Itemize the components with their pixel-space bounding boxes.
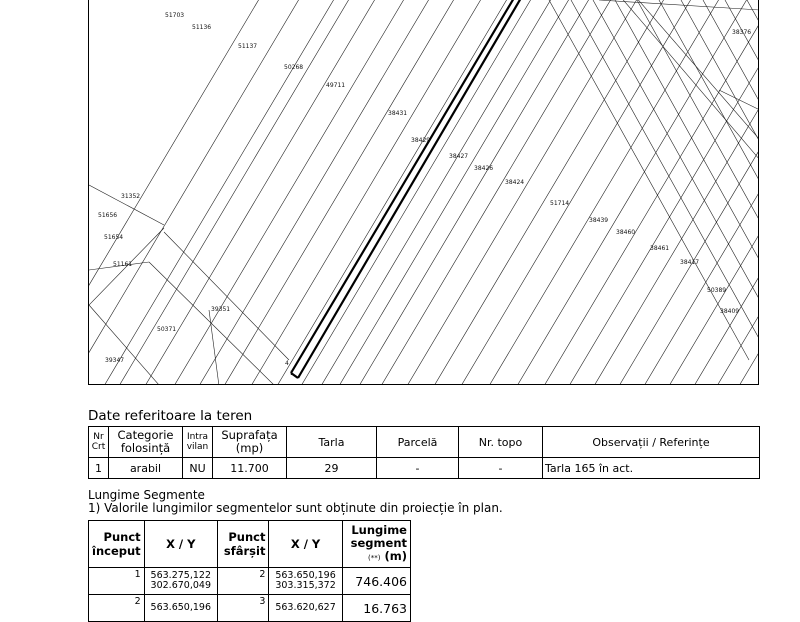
parcel-number-label: 38461: [650, 245, 670, 252]
parcel-line: [119, 0, 565, 385]
header-suprafata: Suprafața (mp): [213, 427, 287, 458]
parcel-line: [725, 0, 759, 360]
header-punct-sfarsit: Punct sfârșit: [217, 521, 269, 568]
parcel-line: [659, 0, 759, 360]
header-xy-end: X / Y: [269, 521, 342, 568]
parcel-line: [634, 0, 759, 140]
table-row: [89, 568, 411, 595]
parcel-line: [599, 0, 759, 10]
header-categorie: Categorie folosință: [109, 427, 183, 458]
header-xy-start: X / Y: [144, 521, 217, 568]
parcel-line: [321, 0, 759, 385]
map-drawing: [89, 0, 759, 385]
parcel-line: [517, 0, 759, 385]
parcel-line: [209, 310, 219, 385]
header-lungime: Lungime segment (**) (m): [342, 521, 410, 568]
land-table-header: [89, 427, 760, 458]
cell-start-point: 1: [89, 568, 145, 595]
segments-table-header: [89, 521, 411, 568]
parcel-line: [571, 0, 759, 360]
cell-end-xy: 563.650,196 303.315,372: [269, 568, 342, 595]
parcel-line: [549, 0, 752, 360]
cell-end-point: 3: [217, 595, 269, 622]
cell-intravilan: NU: [183, 458, 213, 479]
parcel-boundary-east: [298, 0, 521, 378]
parcel-number-label: 51161: [113, 261, 133, 268]
parcel-number-label: 38376: [732, 29, 752, 36]
cell-end-point: 2: [217, 568, 269, 595]
boundary-point-label: 4: [285, 360, 289, 367]
header-tarla: Tarla: [287, 427, 377, 458]
parcel-line: [461, 0, 759, 385]
cell-parcela: -: [377, 458, 459, 479]
parcel-number-label: 38439: [589, 217, 609, 224]
parcel-line: [644, 0, 759, 385]
header-observatii: Observații / Referințe: [543, 427, 760, 458]
parcel-number-label: 39347: [105, 357, 125, 364]
cell-length: 16.763: [342, 595, 410, 622]
parcel-number-label: 50371: [157, 326, 177, 333]
parcel-number-label: 38460: [616, 229, 636, 236]
segments-note: 1) Valorile lungimilor segmentelor sunt obținute din proiecție în plan.: [88, 501, 503, 515]
cell-suprafata: 11.700: [213, 458, 287, 479]
parcel-line: [703, 0, 759, 360]
table-row: [89, 595, 411, 622]
parcel-number-label: 51137: [238, 43, 258, 50]
parcel-line: [89, 305, 159, 385]
parcel-number-label: 50389: [707, 287, 727, 294]
parcel-line: [615, 0, 759, 360]
parcel-boundary-west: [291, 0, 514, 373]
parcel-number-label: 51714: [550, 200, 570, 207]
cell-start-xy: 563.650,196: [144, 595, 217, 622]
parcel-line: [619, 0, 759, 385]
parcel-line: [434, 0, 759, 385]
cell-categorie: arabil: [109, 458, 183, 479]
cell-start-point: 2: [89, 595, 145, 622]
cell-observatii: Tarla 165 în act.: [543, 458, 760, 479]
parcel-line: [89, 0, 475, 385]
land-data-title: Date referitoare la teren: [88, 408, 253, 424]
parcel-line: [174, 0, 620, 385]
cell-tarla: 29: [287, 458, 377, 479]
cell-end-xy: 563.620,627: [269, 595, 342, 622]
cell-nr: 1: [89, 458, 109, 479]
parcel-number-label: 39351: [211, 306, 231, 313]
cell-nr-topo: -: [459, 458, 543, 479]
parcel-number-label: 38427: [449, 153, 469, 160]
header-punct-inceput: Punct început: [89, 521, 145, 568]
segments-title: Lungime Segmente: [88, 488, 205, 502]
parcel-line: [199, 0, 645, 385]
parcel-line: [747, 0, 759, 360]
parcel-number-label: 51654: [104, 234, 124, 241]
parcel-number-label: 31352: [121, 193, 141, 200]
parcel-number-label: 38429: [411, 137, 431, 144]
segments-table: [88, 520, 411, 622]
header-intravilan: Intra vilan: [183, 427, 213, 458]
header-nr-crt: Nr Crt: [89, 427, 109, 458]
parcel-line: [381, 0, 759, 385]
parcel-number-label: 51703: [165, 12, 185, 19]
cadastral-map: [88, 0, 759, 385]
parcel-number-label: 51656: [98, 212, 118, 219]
parcel-number-label: 50268: [284, 64, 304, 71]
land-data-table: [88, 426, 760, 479]
parcel-line: [593, 0, 759, 360]
parcel-number-label: 38417: [680, 259, 700, 266]
parcel-number-label: 49711: [326, 82, 346, 89]
header-parcela: Parcelă: [377, 427, 459, 458]
parcel-number-label: 38426: [474, 165, 494, 172]
boundary-point-label: 1: [290, 370, 294, 377]
cell-start-xy: 563.275,122 302.670,049: [144, 568, 217, 595]
parcel-line: [89, 185, 164, 225]
parcel-line: [407, 0, 759, 385]
cell-length: 746.406: [342, 568, 410, 595]
header-nr-topo: Nr. topo: [459, 427, 543, 458]
parcel-number-label: 38424: [505, 179, 525, 186]
parcel-line: [89, 0, 515, 385]
parcel-line: [164, 232, 289, 360]
parcel-line: [739, 0, 759, 385]
parcel-number-label: 38431: [388, 110, 408, 117]
parcel-number-label: 51136: [192, 24, 212, 31]
parcel-line: [489, 0, 759, 385]
parcel-number-label: 38409: [720, 308, 740, 315]
table-row: [89, 458, 760, 479]
parcel-line: [669, 0, 759, 385]
